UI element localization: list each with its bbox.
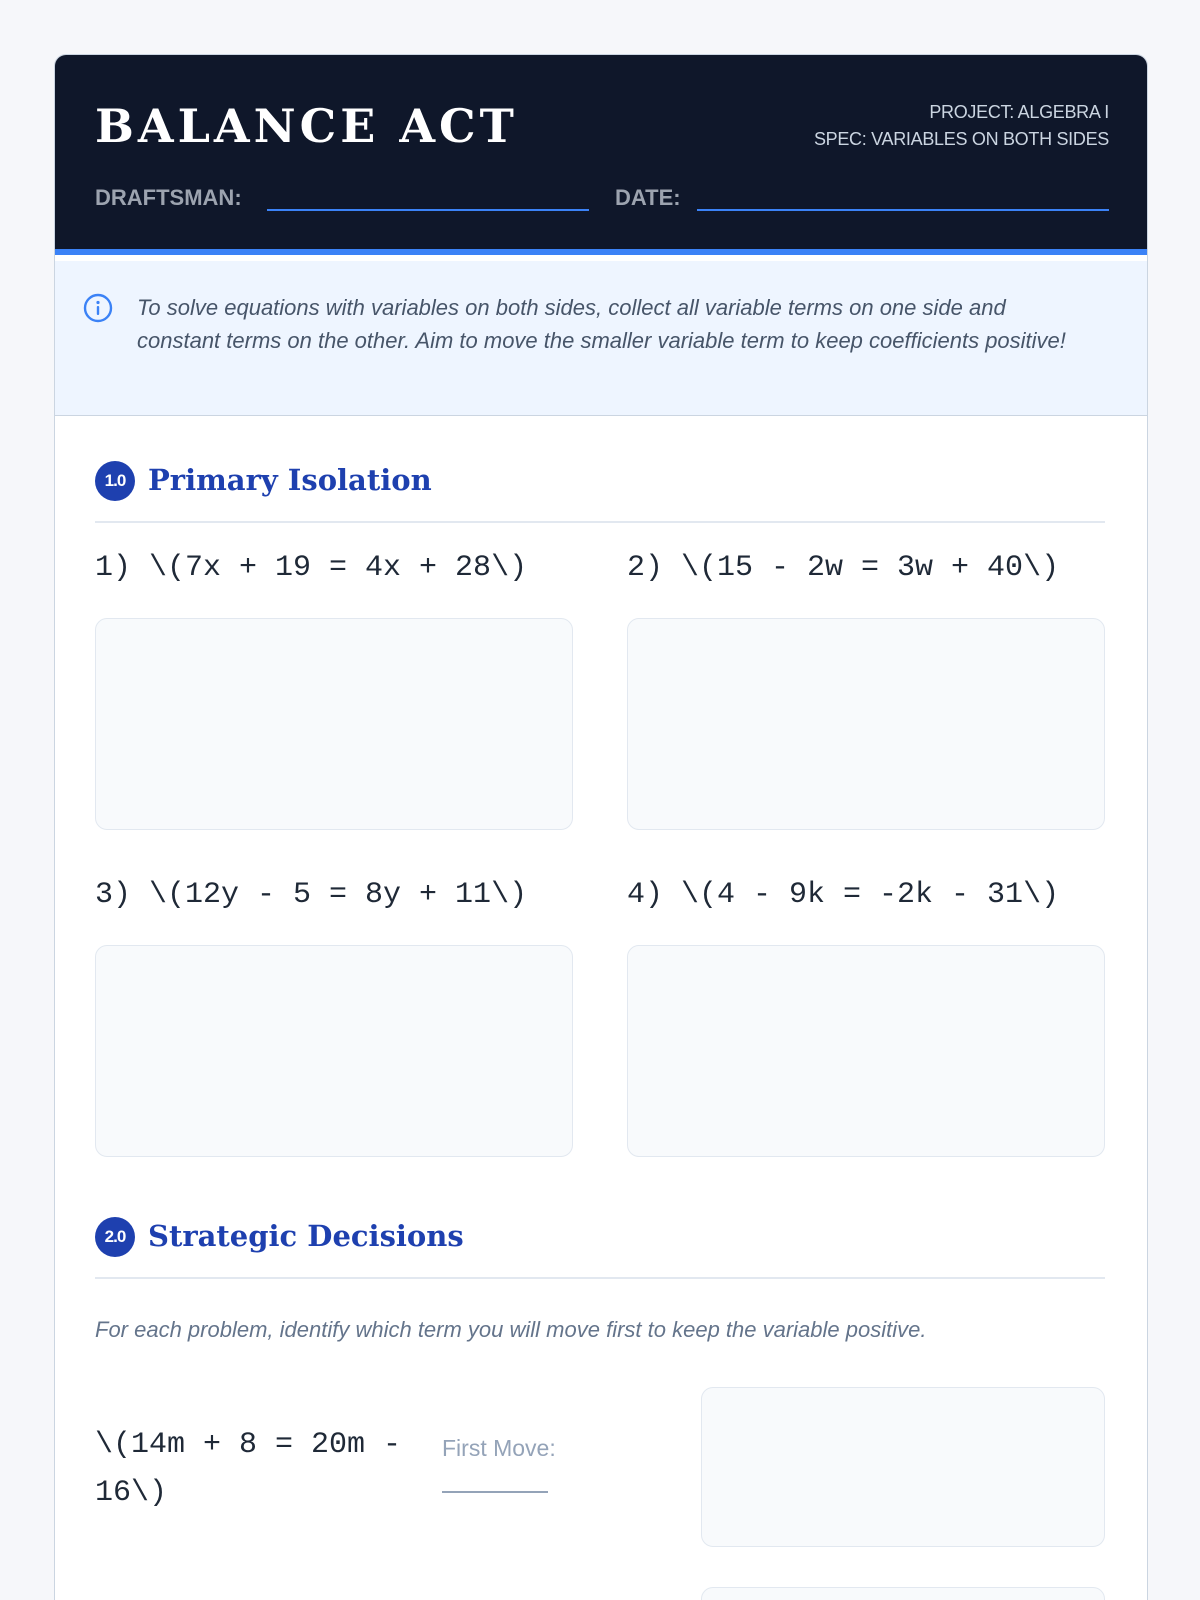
problem-3: 3) \(12y - 5 = 8y + 11\) <box>95 878 528 912</box>
work-area-3[interactable] <box>95 945 573 1157</box>
section-2-title: Strategic Decisions <box>148 1219 464 1253</box>
info-text: To solve equations with variables on both sides, collect all variable terms on one side and constant terms on the other. Aim to move the smaller variable term to keep coefficients positive! <box>137 295 1066 353</box>
info-icon <box>83 293 113 323</box>
first-move-blank[interactable] <box>442 1491 548 1493</box>
draftsman-field[interactable] <box>267 209 589 211</box>
work-area-4[interactable] <box>627 945 1105 1157</box>
work-area-1[interactable] <box>95 618 573 830</box>
problem-2: 2) \(15 - 2w = 3w + 40\) <box>627 551 1060 585</box>
spec-label: SPEC: VARIABLES ON BOTH SIDES <box>813 129 1109 149</box>
header <box>55 55 1147 255</box>
section-1-title: Primary Isolation <box>148 463 432 497</box>
problem-4: 4) \(4 - 9k = -2k - 31\) <box>627 878 1060 912</box>
project-meta <box>814 99 1109 153</box>
worksheet <box>54 54 1148 1600</box>
date-field[interactable] <box>697 209 1109 211</box>
section-2-instruction: For each problem, identify which term you will move first to keep the variable positive. <box>95 1317 927 1342</box>
strategic-work-area-1[interactable] <box>701 1387 1105 1547</box>
worksheet-title: BALANCE ACT <box>95 99 518 153</box>
work-area-2[interactable] <box>627 618 1105 830</box>
section-1-header <box>95 461 1105 523</box>
strategic-work-area-2[interactable] <box>701 1587 1105 1600</box>
problem-1: 1) \(7x + 19 = 4x + 28\) <box>95 551 528 585</box>
draftsman-label: DRAFTSMAN: <box>95 185 242 210</box>
section-2-badge: 2.0 <box>95 1217 135 1257</box>
section-1-badge: 1.0 <box>95 461 135 501</box>
section-2-header <box>95 1217 1105 1279</box>
date-label: DATE: <box>615 185 681 210</box>
project-label: PROJECT: ALGEBRA I <box>929 102 1109 122</box>
info-banner <box>55 261 1147 416</box>
first-move-label: First Move: <box>442 1435 556 1461</box>
strategic-equation-1: \(14m + 8 = 20m - 16\) <box>95 1428 402 1510</box>
